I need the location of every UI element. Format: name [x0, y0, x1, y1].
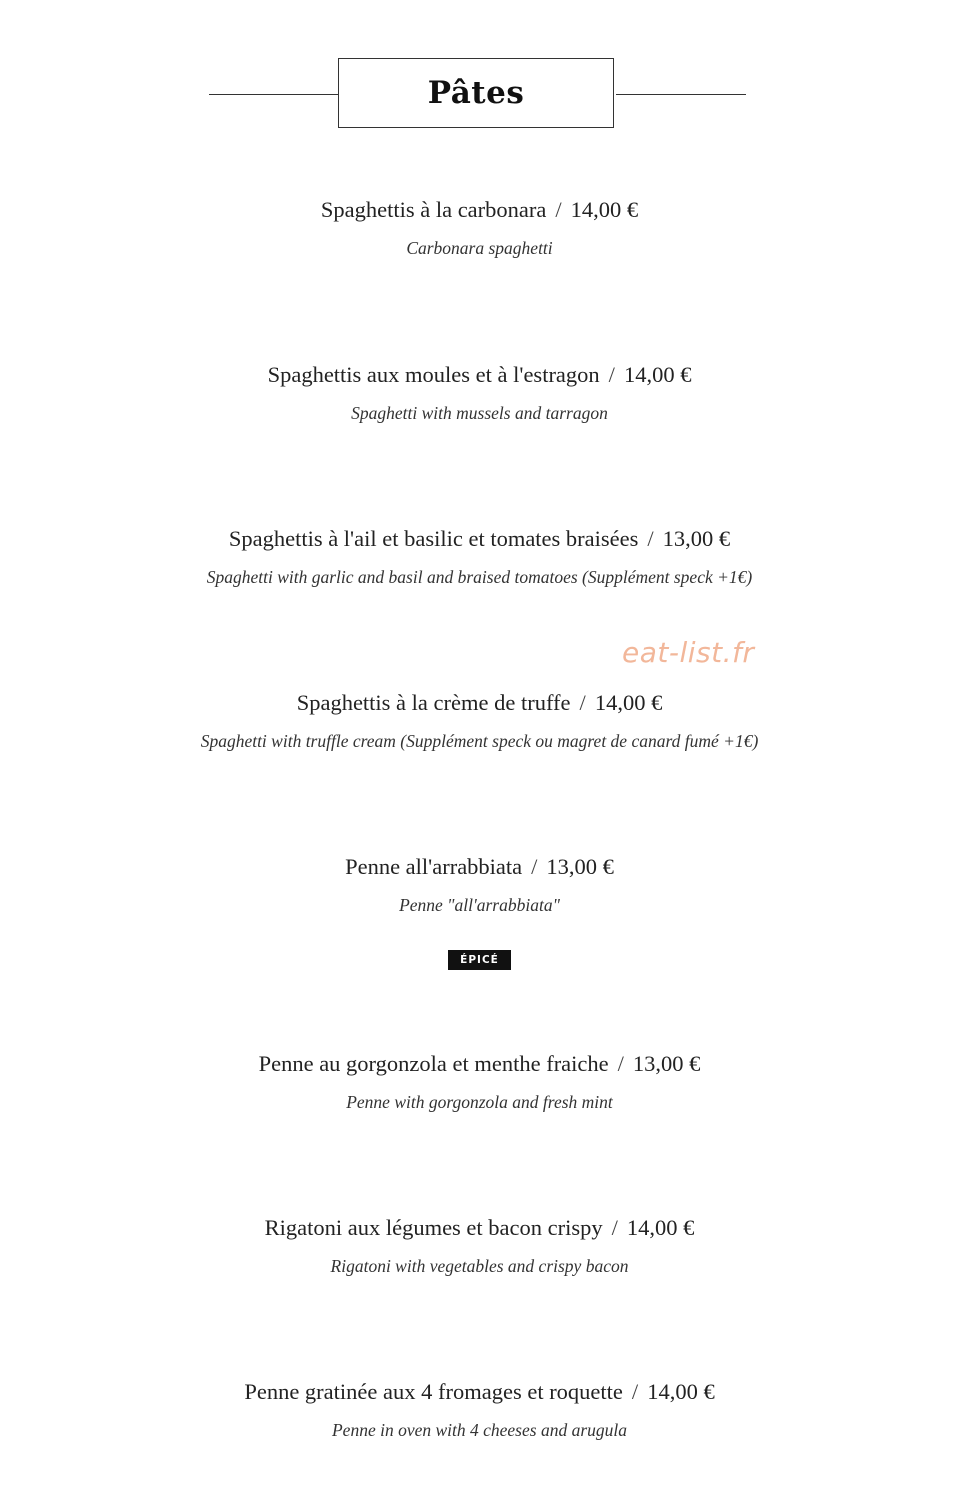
menu-item-description: Penne in oven with 4 cheeses and arugula	[331, 1420, 627, 1440]
menu-item-name: Spaghettis à la crème de truffe	[296, 690, 571, 715]
menu-item-5	[0, 853, 959, 970]
menu-item-description: Penne "all'arrabbiata"	[399, 895, 560, 915]
menu-item-description: Rigatoni with vegetables and crispy bacon	[330, 1256, 629, 1276]
price-separator: /	[579, 690, 586, 715]
spicy-badge: ÉPICÉ	[448, 950, 511, 970]
menu-item-description: Carbonara spaghetti	[406, 238, 553, 258]
menu-item-price: 14,00 €	[594, 690, 663, 715]
menu-item-name: Spaghettis à la carbonara	[320, 197, 547, 222]
menu-item-name: Penne all'arrabbiata	[345, 854, 523, 879]
price-separator: /	[608, 362, 615, 387]
menu-item-name-line	[0, 1050, 959, 1078]
menu-item-price: 14,00 €	[570, 197, 639, 222]
section-title: Pâtes	[427, 75, 525, 111]
menu-item-6	[0, 1050, 959, 1113]
header-rule-left	[209, 94, 338, 95]
menu-item-price: 13,00 €	[632, 1051, 701, 1076]
menu-item-7	[0, 1214, 959, 1277]
menu-item-description: Penne with gorgonzola and fresh mint	[346, 1092, 613, 1112]
price-separator: /	[611, 1215, 618, 1240]
section-title-box	[338, 58, 614, 128]
menu-item-name-line	[0, 1378, 959, 1406]
menu-item-name-line	[0, 853, 959, 881]
watermark-text: eat-list.fr	[622, 636, 755, 669]
section-header	[209, 58, 746, 130]
price-separator: /	[531, 854, 538, 879]
menu-item-price: 14,00 €	[623, 362, 692, 387]
price-separator: /	[647, 526, 654, 551]
menu-item-description: Spaghetti with truffle cream (Supplément speck ou magret de canard fumé +1€)	[200, 731, 759, 751]
price-separator: /	[631, 1379, 639, 1404]
menu-item-name-line	[0, 196, 959, 224]
menu-item-2	[0, 361, 959, 424]
menu-item-price: 14,00 €	[626, 1215, 695, 1240]
price-separator: /	[617, 1051, 624, 1076]
menu-item-name: Spaghettis à l'ail et basilic et tomates braisées	[228, 526, 639, 551]
menu-item-3	[0, 525, 959, 588]
menu-item-price: 13,00 €	[662, 526, 731, 551]
menu-item-8	[0, 1378, 959, 1441]
menu-item-description: Spaghetti with garlic and basil and braised tomatoes (Supplément speck +1€)	[206, 567, 753, 587]
menu-item-name: Spaghettis aux moules et à l'estragon	[267, 362, 600, 387]
menu-item-4	[0, 689, 959, 752]
menu-item-name-line	[0, 1214, 959, 1242]
badge-container	[0, 948, 959, 970]
menu-item-name-line	[0, 689, 959, 717]
header-rule-right	[616, 94, 746, 95]
price-separator: /	[555, 197, 562, 222]
menu-item-name-line	[0, 525, 959, 553]
menu-item-price: 14,00 €	[647, 1379, 715, 1404]
menu-item-name: Penne au gorgonzola et menthe fraiche	[258, 1051, 609, 1076]
menu-item-name: Rigatoni aux légumes et bacon crispy	[264, 1215, 603, 1240]
menu-item-name-line	[0, 361, 959, 389]
menu-item-1	[0, 196, 959, 259]
menu-item-description: Spaghetti with mussels and tarragon	[351, 403, 608, 423]
menu-item-name: Penne gratinée aux 4 fromages et roquette	[244, 1379, 623, 1404]
menu-item-price: 13,00 €	[546, 854, 614, 879]
